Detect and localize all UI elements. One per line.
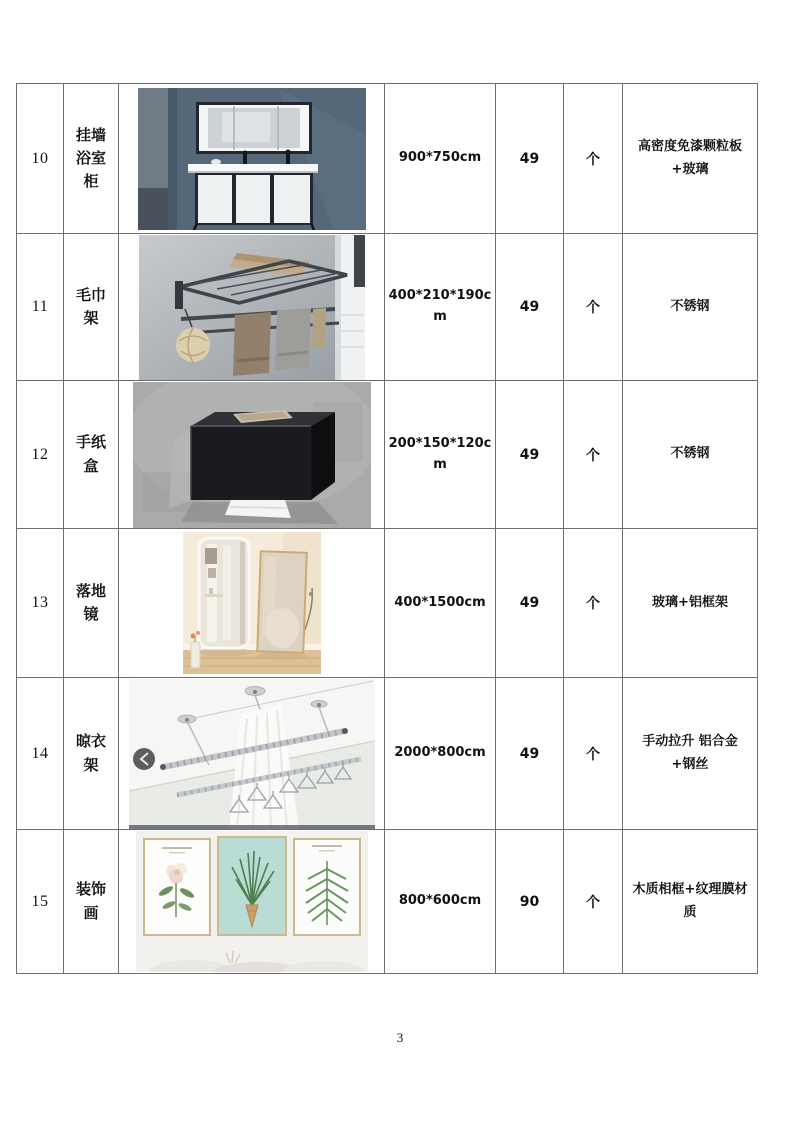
unit-value: 个: [586, 894, 600, 911]
quantity-value: 49: [519, 299, 540, 315]
size-cell: [385, 830, 496, 974]
material-cell: [623, 84, 758, 234]
size-value: 2000*800cm: [394, 745, 486, 761]
size-cell: [385, 678, 496, 830]
material-cell: [623, 234, 758, 381]
product-photo-cell: [119, 678, 385, 830]
product-photo-cell: [119, 830, 385, 974]
material-value: 不锈钢: [670, 446, 710, 462]
quantity-cell: [496, 381, 564, 529]
row-number-cell: [17, 830, 64, 974]
size-cell: [385, 84, 496, 234]
quantity-value: 49: [519, 150, 540, 167]
material-cell: [623, 381, 758, 529]
product-photo-cell: [119, 84, 385, 234]
product-name: 装饰画: [75, 880, 106, 922]
quantity-value: 49: [519, 745, 540, 762]
size-cell: [385, 381, 496, 529]
unit-value: 个: [586, 447, 600, 464]
product-name: 挂墙浴室柜: [75, 125, 106, 191]
row-number-cell: [17, 234, 64, 381]
row-number-cell: [17, 84, 64, 234]
unit-cell: [564, 678, 623, 830]
material-value: 手动拉升 铝合金+钢丝: [642, 734, 738, 772]
size-value: 200*150*120cm: [388, 435, 492, 472]
product-spec-table: [16, 83, 758, 974]
product-name: 落地镜: [75, 581, 106, 623]
tissue-box-photo: [133, 382, 371, 528]
material-value: 高密度免漆颗粒板+玻璃: [637, 139, 742, 177]
quantity-cell: [496, 234, 564, 381]
material-cell: [623, 830, 758, 974]
unit-cell: [564, 84, 623, 234]
row-number: 12: [31, 445, 49, 463]
material-cell: [623, 529, 758, 678]
quantity-cell: [496, 529, 564, 678]
unit-value: 个: [586, 596, 600, 612]
quantity-cell: [496, 830, 564, 974]
quantity-value: 90: [519, 893, 540, 910]
row-number: 10: [31, 149, 49, 167]
product-photo-cell: [119, 381, 385, 529]
row-number-cell: [17, 529, 64, 678]
quantity-cell: [496, 678, 564, 830]
unit-value: 个: [586, 300, 600, 316]
size-value: 900*750cm: [398, 150, 482, 166]
material-cell: [623, 678, 758, 830]
unit-value: 个: [586, 151, 600, 168]
quantity-value: 49: [519, 595, 540, 611]
carousel-back-icon: [133, 748, 155, 770]
product-photo-cell: [119, 234, 385, 381]
decorative-paintings-photo: [136, 831, 368, 972]
product-name-cell: [64, 84, 119, 234]
size-cell: [385, 234, 496, 381]
product-name-cell: [64, 678, 119, 830]
unit-cell: [564, 529, 623, 678]
unit-value: 个: [586, 746, 600, 763]
quantity-value: 49: [519, 446, 540, 463]
product-name-cell: [64, 529, 119, 678]
row-number-cell: [17, 678, 64, 830]
row-number: 11: [31, 298, 49, 315]
size-value: 800*600cm: [398, 893, 482, 909]
row-number: 13: [31, 594, 49, 611]
product-name: 手纸盒: [75, 433, 106, 475]
quantity-cell: [496, 84, 564, 234]
material-value: 木质相框+纹理膜材质: [632, 882, 748, 920]
row-number-cell: [17, 381, 64, 529]
row-number: 14: [31, 744, 49, 762]
product-name-cell: [64, 381, 119, 529]
size-cell: [385, 529, 496, 678]
material-value: 玻璃+铝框架: [652, 594, 728, 610]
material-value: 不锈钢: [670, 298, 710, 314]
product-name-cell: [64, 830, 119, 974]
drying-rack-photo: [129, 679, 375, 829]
product-name: 毛巾架: [75, 285, 106, 327]
product-name: 晾衣架: [75, 732, 106, 774]
towel-rack-photo: [139, 235, 365, 380]
product-photo-cell: [119, 529, 385, 678]
bathroom-cabinet-photo: [138, 88, 366, 230]
product-name-cell: [64, 234, 119, 381]
floor-mirror-photo: [183, 532, 321, 674]
size-value: 400*210*190cm: [388, 288, 492, 324]
page-number: 3: [396, 1030, 404, 1045]
unit-cell: [564, 830, 623, 974]
unit-cell: [564, 234, 623, 381]
row-number: 15: [31, 892, 49, 910]
size-value: 400*1500cm: [394, 594, 486, 610]
unit-cell: [564, 381, 623, 529]
